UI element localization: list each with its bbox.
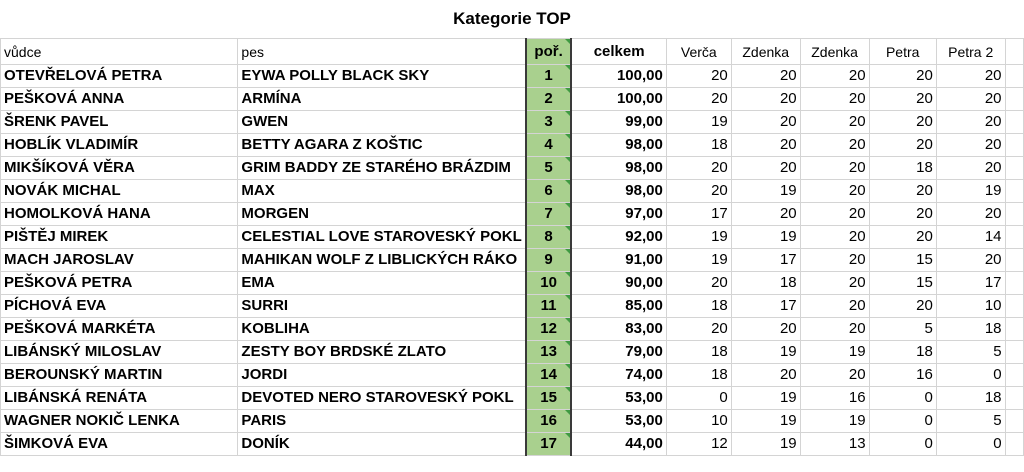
cell-score-3[interactable]: 20 xyxy=(800,65,869,88)
cell-score-4[interactable]: 16 xyxy=(869,364,936,387)
cell-score-5[interactable]: 5 xyxy=(936,410,1005,433)
cell-score-1[interactable]: 18 xyxy=(666,295,731,318)
empty-cell[interactable] xyxy=(1005,295,1023,318)
empty-cell[interactable] xyxy=(1005,203,1023,226)
cell-vudce[interactable]: HOBLÍK VLADIMÍR xyxy=(1,134,238,157)
cell-score-1[interactable]: 20 xyxy=(666,180,731,203)
cell-poradi[interactable]: 13 xyxy=(526,341,572,364)
cell-score-2[interactable]: 19 xyxy=(731,410,800,433)
table-row xyxy=(1,364,1024,387)
cell-poradi[interactable]: 5 xyxy=(526,157,572,180)
cell-score-2[interactable]: 19 xyxy=(731,433,800,456)
empty-cell[interactable] xyxy=(1005,341,1023,364)
cell-score-5[interactable]: 5 xyxy=(936,341,1005,364)
cell-score-2[interactable]: 20 xyxy=(731,111,800,134)
header-judge-2[interactable]: Zdenka xyxy=(731,39,800,65)
cell-score-2[interactable]: 20 xyxy=(731,88,800,111)
cell-vudce[interactable]: PEŠKOVÁ ANNA xyxy=(1,88,238,111)
empty-cell[interactable] xyxy=(1005,39,1023,65)
cell-score-4[interactable]: 20 xyxy=(869,134,936,157)
cell-score-3[interactable]: 20 xyxy=(800,249,869,272)
cell-score-3[interactable]: 19 xyxy=(800,410,869,433)
cell-score-3[interactable]: 20 xyxy=(800,157,869,180)
empty-cell[interactable] xyxy=(1005,134,1023,157)
cell-poradi[interactable]: 4 xyxy=(526,134,572,157)
cell-poradi[interactable]: 9 xyxy=(526,249,572,272)
cell-score-3[interactable]: 20 xyxy=(800,203,869,226)
table-row xyxy=(1,433,1024,456)
cell-score-3[interactable]: 20 xyxy=(800,134,869,157)
cell-score-5[interactable]: 14 xyxy=(936,226,1005,249)
cell-score-2[interactable]: 17 xyxy=(731,249,800,272)
cell-score-1[interactable]: 20 xyxy=(666,88,731,111)
header-judge-1[interactable]: Verča xyxy=(666,39,731,65)
cell-score-5[interactable]: 10 xyxy=(936,295,1005,318)
cell-pes[interactable]: GWEN xyxy=(238,111,526,134)
cell-score-3[interactable]: 20 xyxy=(800,226,869,249)
cell-score-5[interactable]: 20 xyxy=(936,134,1005,157)
cell-poradi[interactable]: 8 xyxy=(526,226,572,249)
empty-cell[interactable] xyxy=(1005,111,1023,134)
cell-score-5[interactable]: 20 xyxy=(936,65,1005,88)
table-row xyxy=(1,88,1024,111)
table-row xyxy=(1,341,1024,364)
cell-vudce[interactable]: LIBÁNSKÁ RENÁTA xyxy=(1,387,238,410)
cell-pes[interactable]: CELESTIAL LOVE STAROVESKÝ POKL xyxy=(238,226,526,249)
cell-score-3[interactable]: 20 xyxy=(800,364,869,387)
header-row xyxy=(1,39,1024,65)
cell-score-4[interactable]: 15 xyxy=(869,249,936,272)
cell-poradi[interactable]: 11 xyxy=(526,295,572,318)
cell-score-5[interactable]: 20 xyxy=(936,203,1005,226)
cell-celkem[interactable]: 98,00 xyxy=(571,157,666,180)
empty-cell[interactable] xyxy=(1005,272,1023,295)
cell-vudce[interactable]: MACH JAROSLAV xyxy=(1,249,238,272)
table-row xyxy=(1,111,1024,134)
cell-poradi[interactable]: 16 xyxy=(526,410,572,433)
empty-cell[interactable] xyxy=(1005,410,1023,433)
cell-score-2[interactable]: 20 xyxy=(731,157,800,180)
cell-vudce[interactable]: PÍCHOVÁ EVA xyxy=(1,295,238,318)
table-row xyxy=(1,226,1024,249)
table-row xyxy=(1,203,1024,226)
cell-poradi[interactable]: 7 xyxy=(526,203,572,226)
cell-vudce[interactable]: PEŠKOVÁ MARKÉTA xyxy=(1,318,238,341)
cell-score-2[interactable]: 19 xyxy=(731,341,800,364)
cell-vudce[interactable]: HOMOLKOVÁ HANA xyxy=(1,203,238,226)
cell-score-5[interactable]: 18 xyxy=(936,387,1005,410)
cell-score-2[interactable]: 19 xyxy=(731,226,800,249)
cell-score-5[interactable]: 0 xyxy=(936,364,1005,387)
cell-score-4[interactable]: 15 xyxy=(869,272,936,295)
header-judge-3[interactable]: Zdenka xyxy=(800,39,869,65)
table-row xyxy=(1,410,1024,433)
cell-score-2[interactable]: 17 xyxy=(731,295,800,318)
cell-celkem[interactable]: 99,00 xyxy=(571,111,666,134)
cell-pes[interactable]: MAX xyxy=(238,180,526,203)
cell-score-2[interactable]: 19 xyxy=(731,180,800,203)
cell-score-1[interactable]: 19 xyxy=(666,111,731,134)
cell-celkem[interactable]: 98,00 xyxy=(571,134,666,157)
cell-vudce[interactable]: ŠRENK PAVEL xyxy=(1,111,238,134)
table-row xyxy=(1,272,1024,295)
cell-pes[interactable]: DEVOTED NERO STAROVESKÝ POKL xyxy=(238,387,526,410)
cell-celkem[interactable]: 53,00 xyxy=(571,410,666,433)
cell-score-5[interactable]: 20 xyxy=(936,157,1005,180)
cell-pes[interactable]: GRIM BADDY ZE STARÉHO BRÁZDIM xyxy=(238,157,526,180)
empty-cell[interactable] xyxy=(1005,157,1023,180)
cell-poradi[interactable]: 2 xyxy=(526,88,572,111)
cell-score-5[interactable]: 20 xyxy=(936,88,1005,111)
header-pes[interactable]: pes xyxy=(238,39,526,65)
cell-score-1[interactable]: 10 xyxy=(666,410,731,433)
empty-cell[interactable] xyxy=(1005,433,1023,456)
cell-score-1[interactable]: 0 xyxy=(666,387,731,410)
cell-vudce[interactable]: PEŠKOVÁ PETRA xyxy=(1,272,238,295)
cell-score-4[interactable]: 18 xyxy=(869,341,936,364)
cell-celkem[interactable]: 91,00 xyxy=(571,249,666,272)
table-row xyxy=(1,295,1024,318)
cell-poradi[interactable]: 14 xyxy=(526,364,572,387)
cell-vudce[interactable]: BEROUNSKÝ MARTIN xyxy=(1,364,238,387)
cell-pes[interactable]: EMA xyxy=(238,272,526,295)
cell-poradi[interactable]: 6 xyxy=(526,180,572,203)
cell-vudce[interactable]: MIKŠÍKOVÁ VĚRA xyxy=(1,157,238,180)
cell-poradi[interactable]: 10 xyxy=(526,272,572,295)
cell-score-4[interactable]: 18 xyxy=(869,157,936,180)
table-row xyxy=(1,249,1024,272)
cell-score-5[interactable]: 17 xyxy=(936,272,1005,295)
cell-celkem[interactable]: 44,00 xyxy=(571,433,666,456)
cell-score-3[interactable]: 16 xyxy=(800,387,869,410)
cell-score-3[interactable]: 19 xyxy=(800,341,869,364)
empty-cell[interactable] xyxy=(1005,387,1023,410)
cell-poradi[interactable]: 1 xyxy=(526,65,572,88)
cell-score-4[interactable]: 20 xyxy=(869,203,936,226)
cell-score-5[interactable]: 18 xyxy=(936,318,1005,341)
cell-score-2[interactable]: 20 xyxy=(731,203,800,226)
header-judge-4[interactable]: Petra xyxy=(869,39,936,65)
cell-pes[interactable]: EYWA POLLY BLACK SKY xyxy=(238,65,526,88)
cell-vudce[interactable]: ŠIMKOVÁ EVA xyxy=(1,433,238,456)
cell-score-3[interactable]: 20 xyxy=(800,295,869,318)
cell-poradi[interactable]: 3 xyxy=(526,111,572,134)
cell-score-4[interactable]: 20 xyxy=(869,226,936,249)
cell-score-4[interactable]: 20 xyxy=(869,295,936,318)
cell-pes[interactable]: ZESTY BOY BRDSKÉ ZLATO xyxy=(238,341,526,364)
cell-celkem[interactable]: 100,00 xyxy=(571,88,666,111)
cell-score-1[interactable]: 18 xyxy=(666,341,731,364)
cell-score-1[interactable]: 20 xyxy=(666,157,731,180)
table-row xyxy=(1,65,1024,88)
cell-pes[interactable]: MORGEN xyxy=(238,203,526,226)
cell-score-4[interactable]: 20 xyxy=(869,180,936,203)
cell-pes[interactable]: MAHIKAN WOLF Z LIBLICKÝCH RÁKO xyxy=(238,249,526,272)
cell-pes[interactable]: SURRI xyxy=(238,295,526,318)
cell-score-5[interactable]: 20 xyxy=(936,249,1005,272)
cell-score-1[interactable]: 17 xyxy=(666,203,731,226)
cell-celkem[interactable]: 83,00 xyxy=(571,318,666,341)
cell-celkem[interactable]: 79,00 xyxy=(571,341,666,364)
cell-score-5[interactable]: 0 xyxy=(936,433,1005,456)
table-row xyxy=(1,180,1024,203)
cell-score-4[interactable]: 5 xyxy=(869,318,936,341)
cell-vudce[interactable]: LIBÁNSKÝ MILOSLAV xyxy=(1,341,238,364)
sheet-title: Kategorie TOP xyxy=(453,9,571,28)
empty-cell[interactable] xyxy=(1005,65,1023,88)
cell-score-3[interactable]: 20 xyxy=(800,180,869,203)
cell-score-1[interactable]: 20 xyxy=(666,65,731,88)
cell-poradi[interactable]: 15 xyxy=(526,387,572,410)
cell-score-5[interactable]: 19 xyxy=(936,180,1005,203)
cell-score-2[interactable]: 20 xyxy=(731,134,800,157)
cell-vudce[interactable]: OTEVŘELOVÁ PETRA xyxy=(1,65,238,88)
cell-score-3[interactable]: 20 xyxy=(800,272,869,295)
results-table xyxy=(0,38,1024,456)
cell-pes[interactable]: BETTY AGARA Z KOŠTIC xyxy=(238,134,526,157)
cell-celkem[interactable]: 98,00 xyxy=(571,180,666,203)
cell-score-1[interactable]: 19 xyxy=(666,226,731,249)
header-vudce[interactable]: vůdce xyxy=(1,39,238,65)
empty-cell[interactable] xyxy=(1005,249,1023,272)
cell-pes[interactable]: PARIS xyxy=(238,410,526,433)
cell-score-1[interactable]: 20 xyxy=(666,318,731,341)
cell-pes[interactable]: KOBLIHA xyxy=(238,318,526,341)
header-poradi[interactable]: poř. xyxy=(526,39,572,65)
empty-cell[interactable] xyxy=(1005,364,1023,387)
empty-cell[interactable] xyxy=(1005,180,1023,203)
cell-score-1[interactable]: 18 xyxy=(666,134,731,157)
cell-score-2[interactable]: 20 xyxy=(731,318,800,341)
cell-score-1[interactable]: 19 xyxy=(666,249,731,272)
cell-score-2[interactable]: 20 xyxy=(731,364,800,387)
empty-cell[interactable] xyxy=(1005,88,1023,111)
cell-score-3[interactable]: 20 xyxy=(800,111,869,134)
cell-score-4[interactable]: 20 xyxy=(869,65,936,88)
cell-score-4[interactable]: 0 xyxy=(869,433,936,456)
cell-score-4[interactable]: 20 xyxy=(869,88,936,111)
cell-vudce[interactable]: WAGNER NOKIČ LENKA xyxy=(1,410,238,433)
cell-score-2[interactable]: 18 xyxy=(731,272,800,295)
table-row xyxy=(1,387,1024,410)
empty-cell[interactable] xyxy=(1005,226,1023,249)
cell-celkem[interactable]: 97,00 xyxy=(571,203,666,226)
cell-score-1[interactable]: 18 xyxy=(666,364,731,387)
cell-score-4[interactable]: 20 xyxy=(869,111,936,134)
cell-celkem[interactable]: 85,00 xyxy=(571,295,666,318)
table-row xyxy=(1,157,1024,180)
cell-vudce[interactable]: PIŠTĚJ MIREK xyxy=(1,226,238,249)
cell-score-3[interactable]: 13 xyxy=(800,433,869,456)
cell-pes[interactable]: DONÍK xyxy=(238,433,526,456)
header-celkem[interactable]: celkem xyxy=(571,39,666,65)
cell-pes[interactable]: JORDI xyxy=(238,364,526,387)
cell-score-1[interactable]: 20 xyxy=(666,272,731,295)
cell-pes[interactable]: ARMÍNA xyxy=(238,88,526,111)
cell-score-3[interactable]: 20 xyxy=(800,88,869,111)
cell-celkem[interactable]: 90,00 xyxy=(571,272,666,295)
cell-poradi[interactable]: 17 xyxy=(526,433,572,456)
table-row xyxy=(1,134,1024,157)
cell-celkem[interactable]: 53,00 xyxy=(571,387,666,410)
cell-vudce[interactable]: NOVÁK MICHAL xyxy=(1,180,238,203)
cell-score-2[interactable]: 19 xyxy=(731,387,800,410)
cell-celkem[interactable]: 92,00 xyxy=(571,226,666,249)
cell-celkem[interactable]: 100,00 xyxy=(571,65,666,88)
cell-score-5[interactable]: 20 xyxy=(936,111,1005,134)
cell-score-3[interactable]: 20 xyxy=(800,318,869,341)
cell-poradi[interactable]: 12 xyxy=(526,318,572,341)
cell-score-2[interactable]: 20 xyxy=(731,65,800,88)
cell-score-4[interactable]: 0 xyxy=(869,387,936,410)
cell-celkem[interactable]: 74,00 xyxy=(571,364,666,387)
table-row xyxy=(1,318,1024,341)
cell-score-4[interactable]: 0 xyxy=(869,410,936,433)
cell-score-1[interactable]: 12 xyxy=(666,433,731,456)
empty-cell[interactable] xyxy=(1005,318,1023,341)
header-judge-5[interactable]: Petra 2 xyxy=(936,39,1005,65)
